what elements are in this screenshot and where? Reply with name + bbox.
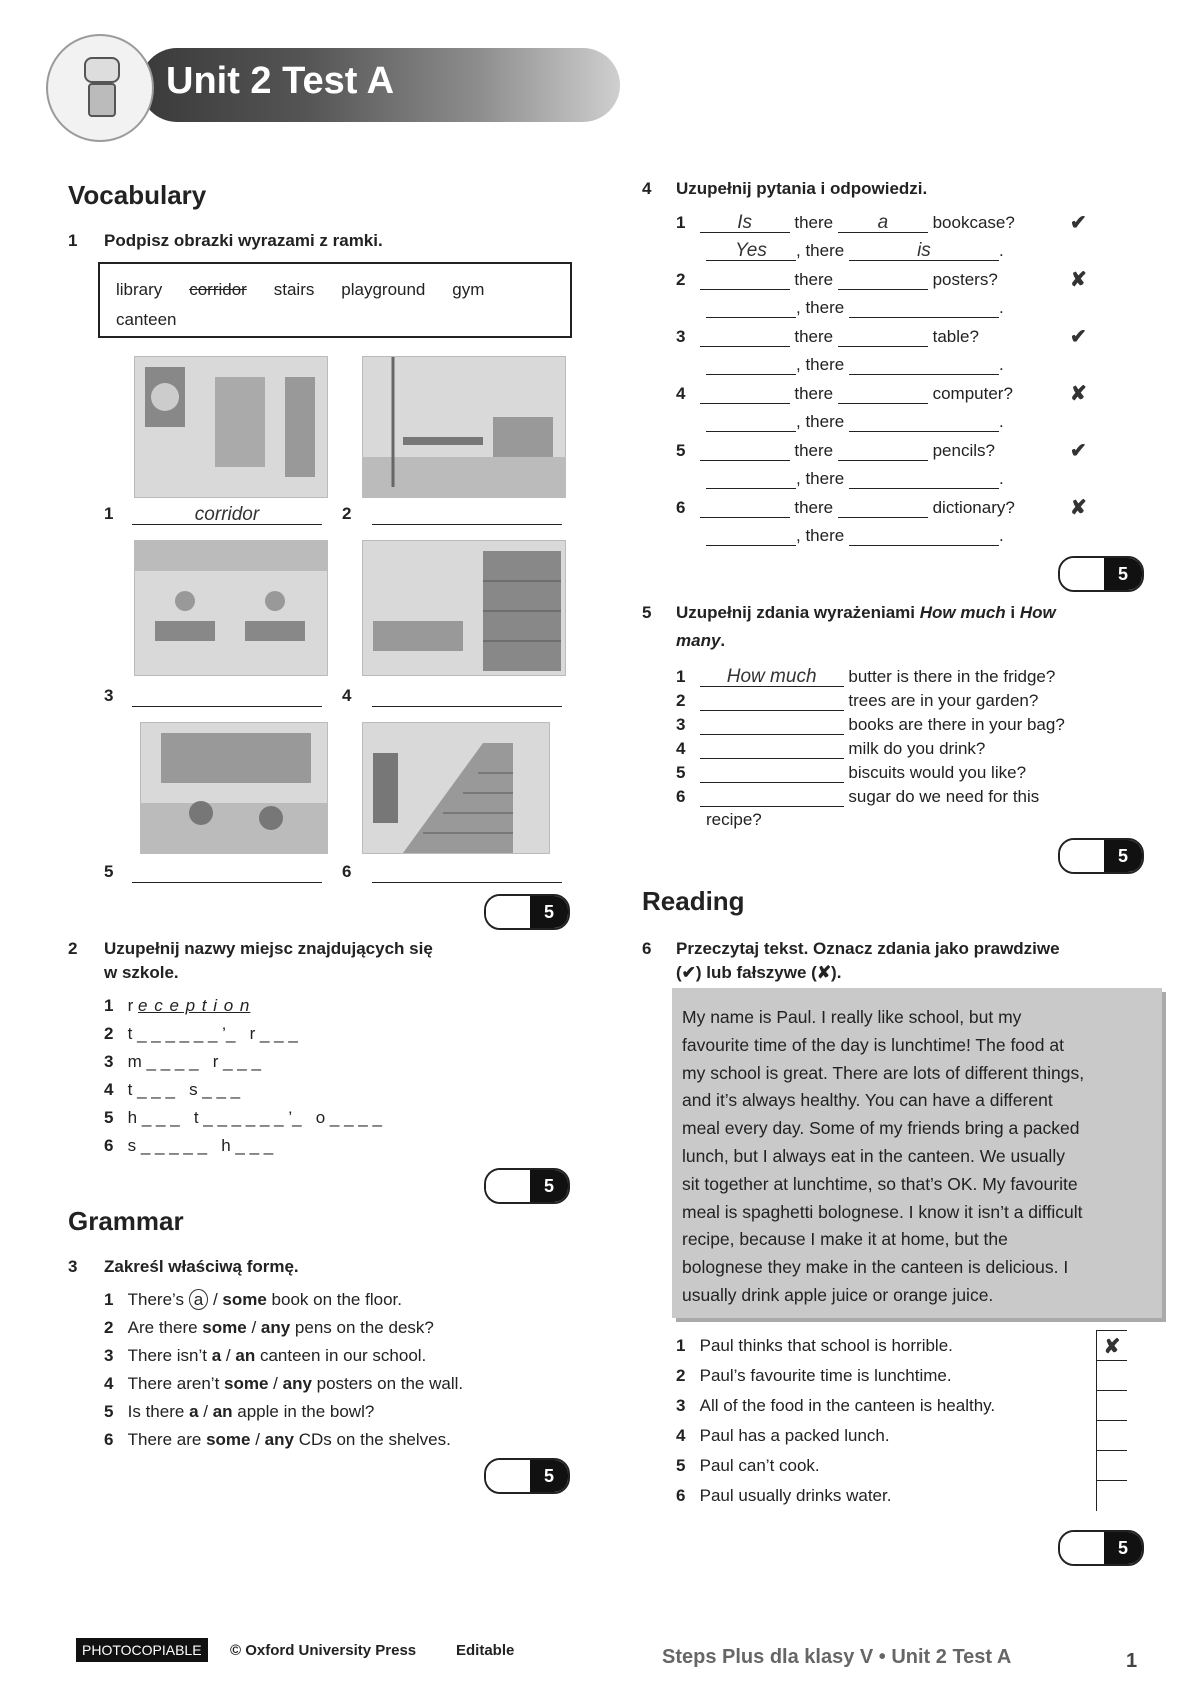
- option[interactable]: some: [224, 1374, 269, 1393]
- ex3-item: 4 There aren’t some / any posters on the wall.: [104, 1374, 464, 1393]
- reading-text-line: usually drink apple juice or orange juice.: [682, 1284, 994, 1305]
- word-box: [98, 262, 572, 338]
- option[interactable]: any: [282, 1374, 312, 1393]
- ex3-item: 5 Is there a / an apple in the bowl?: [104, 1402, 375, 1421]
- ex2-item[interactable]: 2 t _ _ _ _ _ _ ’_ r _ _ _: [104, 1024, 298, 1043]
- ex4-instruction: Uzupełnij pytania i odpowiedzi.: [676, 179, 928, 198]
- ex4-answer-field[interactable]: Yes: [706, 240, 796, 261]
- ex6-instruction-line1: Przeczytaj tekst. Oznacz zdania jako prawdziwe: [676, 939, 1060, 958]
- ex1-item-num: 5: [104, 862, 114, 881]
- ex4-answer-field[interactable]: [706, 297, 796, 318]
- cross-icon: ✘: [1070, 383, 1087, 405]
- option[interactable]: an: [212, 1402, 233, 1421]
- word-gym: gym: [452, 280, 485, 299]
- ex1-item-num: 1: [104, 504, 114, 523]
- ex4-answer-field[interactable]: [838, 269, 928, 290]
- ex5-instruction-cont: many.: [676, 631, 726, 650]
- ex3-item: 2 Are there some / any pens on the desk?: [104, 1318, 434, 1337]
- ex1-answer-field[interactable]: [132, 686, 322, 707]
- ex5-item6-cont: recipe?: [706, 810, 762, 829]
- tf-answer-box[interactable]: [1096, 1480, 1127, 1511]
- score-box[interactable]: 5: [484, 894, 570, 930]
- ex4-answer-field[interactable]: [700, 440, 790, 461]
- reading-text-line: My name is Paul. I really like school, but my: [682, 1007, 1022, 1027]
- ex4-answer-field[interactable]: [849, 297, 999, 318]
- page-number: 1: [1126, 1650, 1138, 1672]
- ex6-number: 6: [642, 939, 652, 958]
- ex5-answer-field[interactable]: [700, 714, 844, 735]
- ex4-answer-field[interactable]: [849, 525, 999, 546]
- ex5-answer-field[interactable]: [700, 690, 844, 711]
- option[interactable]: any: [264, 1430, 294, 1449]
- ex5-item: 4 milk do you drink?: [676, 739, 986, 758]
- tf-statement: 3 All of the food in the canteen is healthy.: [676, 1396, 996, 1415]
- ex4-answer-row: , there .: [706, 297, 1004, 318]
- score-box[interactable]: 5: [484, 1168, 570, 1204]
- tf-answer-box[interactable]: [1096, 1450, 1127, 1481]
- score-box[interactable]: 5: [1058, 838, 1144, 874]
- ex4-answer-field[interactable]: [849, 354, 999, 375]
- picture-library: [362, 540, 566, 676]
- ex4-question-row: 6 there dictionary?: [676, 498, 1015, 517]
- word-playground: playground: [341, 280, 426, 299]
- option[interactable]: some: [222, 1290, 267, 1309]
- tf-statement: 5 Paul can’t cook.: [676, 1456, 820, 1475]
- option[interactable]: any: [260, 1318, 291, 1337]
- ex4-question-row: 5 there pencils?: [676, 441, 995, 460]
- score-box[interactable]: 5: [1058, 556, 1144, 592]
- photocopiable-badge: PHOTOCOPIABLE: [76, 1638, 208, 1662]
- robot-logo: [46, 34, 154, 142]
- ex2-number: 2: [68, 939, 78, 958]
- tf-statement: 1 Paul thinks that school is horrible.: [676, 1336, 953, 1355]
- ex3-number: 3: [68, 1257, 78, 1276]
- ex4-question-row: 4 there computer?: [676, 384, 1013, 403]
- robot-icon: [76, 57, 124, 119]
- picture-corridor: [134, 356, 328, 498]
- ex4-answer-field[interactable]: [706, 468, 796, 489]
- ex4-answer-field[interactable]: [838, 326, 928, 347]
- ex4-answer-field[interactable]: [838, 497, 928, 518]
- ex4-answer-field[interactable]: [706, 525, 796, 546]
- reading-text: [672, 988, 1162, 1310]
- ex5-item: 2 trees are in your garden?: [676, 691, 1039, 710]
- tick-icon: ✔: [1070, 326, 1087, 348]
- ex5-item: 6 sugar do we need for this: [676, 787, 1040, 806]
- ex4-answer-row: Yes , there is .: [706, 240, 1004, 261]
- ex1-answer-field[interactable]: [372, 862, 562, 883]
- reading-text-line: my school is great. There are lots of different things,: [682, 1062, 1085, 1083]
- ex1-item-num: 4: [342, 686, 352, 705]
- circled-option[interactable]: a: [189, 1289, 208, 1310]
- ex1-number: 1: [68, 231, 78, 250]
- option[interactable]: an: [235, 1346, 256, 1365]
- ex4-answer-field[interactable]: Is: [700, 212, 790, 233]
- tick-icon: ✔: [1070, 212, 1087, 234]
- option[interactable]: a: [211, 1346, 222, 1365]
- ex1-answer-field[interactable]: [372, 504, 562, 525]
- ex4-answer-field[interactable]: [849, 411, 999, 432]
- ex2-item: 1 r e c e p t i o n: [104, 996, 251, 1015]
- score-box[interactable]: 5: [1058, 1530, 1144, 1566]
- tf-statement: 2 Paul’s favourite time is lunchtime.: [676, 1366, 952, 1385]
- ex5-answer-field[interactable]: [700, 762, 844, 783]
- section-heading-reading: Reading: [642, 886, 745, 916]
- reading-text-line: sit together at lunchtime, so that’s OK. My favourite: [682, 1173, 1078, 1194]
- ex4-answer-field[interactable]: [838, 440, 928, 461]
- ex4-question-row: 2 there posters?: [676, 270, 998, 289]
- ex4-answer-field[interactable]: [700, 269, 790, 290]
- ex2-instruction-line1: Uzupełnij nazwy miejsc znajdujących się: [104, 939, 433, 958]
- ex3-item: 6 There are some / any CDs on the shelves.: [104, 1430, 451, 1449]
- ex4-answer-row: , there .: [706, 354, 1004, 375]
- tf-statement: 4 Paul has a packed lunch.: [676, 1426, 890, 1445]
- ex1-item-num: 6: [342, 862, 352, 881]
- ex6-instruction-line2: (✔) lub fałszywe (✘).: [676, 963, 842, 982]
- picture-playground: [140, 722, 328, 854]
- ex5-answer-field[interactable]: [700, 786, 844, 807]
- ex5-item: 5 biscuits would you like?: [676, 763, 1027, 782]
- option[interactable]: some: [202, 1318, 247, 1337]
- reading-text-line: and it’s always healthy. You can have a different: [682, 1090, 1053, 1111]
- ex1-answer-field[interactable]: [132, 862, 322, 883]
- section-heading-vocabulary: Vocabulary: [68, 180, 207, 210]
- word-canteen: canteen: [116, 310, 177, 329]
- option[interactable]: a: [189, 1402, 199, 1421]
- section-heading-grammar: Grammar: [68, 1206, 184, 1236]
- word-stairs: stairs: [273, 280, 315, 299]
- reading-text-line: lunch, but I always eat in the canteen. We usually: [682, 1145, 1065, 1166]
- course-label: Steps Plus dla klasy V • Unit 2 Test A: [662, 1646, 1012, 1668]
- page-title: Unit 2 Test A: [166, 60, 395, 102]
- ex2-instruction-line2: w szkole.: [104, 963, 179, 982]
- ex3-item: 1 There’s a / some book on the floor.: [104, 1290, 402, 1309]
- picture-gym: [362, 356, 566, 498]
- word-corridor: corridor: [189, 280, 247, 299]
- tf-answer-box[interactable]: [1096, 1360, 1127, 1391]
- ex4-question-row: 3 there table?: [676, 327, 979, 346]
- cross-icon: ✘: [1070, 497, 1087, 519]
- ex3-instruction: Zakreśl właściwą formę.: [104, 1257, 299, 1276]
- ex4-answer-field[interactable]: [700, 326, 790, 347]
- ex1-item-num: 3: [104, 686, 114, 705]
- ex4-answer-row: , there .: [706, 411, 1004, 432]
- ex1-instruction: Podpisz obrazki wyrazami z ramki.: [104, 231, 383, 250]
- picture-canteen: [134, 540, 328, 676]
- ex1-item-num: 2: [342, 504, 352, 523]
- ex1-answer-field[interactable]: [372, 686, 562, 707]
- reading-text-line: recipe, because I make it at home, but the: [682, 1229, 1008, 1250]
- ex4-number: 4: [642, 179, 652, 198]
- editable-label: Editable: [456, 1642, 515, 1659]
- ex3-item: 3 There isn’t a / an canteen in our school.: [104, 1346, 427, 1365]
- ex5-number: 5: [642, 603, 652, 622]
- tf-answer-box[interactable]: [1096, 1390, 1127, 1421]
- tf-answer-box[interactable]: [1096, 1420, 1127, 1451]
- score-box[interactable]: 5: [484, 1458, 570, 1494]
- ex5-answer-field[interactable]: [700, 738, 844, 759]
- ex4-answer-field[interactable]: [700, 383, 790, 404]
- ex4-answer-field[interactable]: a: [838, 212, 928, 233]
- ex1-answer-field[interactable]: corridor: [132, 504, 322, 525]
- ex4-question-row: 1 Is there a bookcase?: [676, 212, 1015, 233]
- ex4-answer-field[interactable]: [849, 468, 999, 489]
- ex4-answer-field[interactable]: is: [849, 240, 999, 261]
- ex4-answer-field[interactable]: [706, 354, 796, 375]
- ex5-instruction: Uzupełnij zdania wyrażeniami How much i How: [676, 603, 1056, 622]
- cross-icon: ✘: [1070, 269, 1087, 291]
- reading-text-line: meal every day. Some of my friends bring a packed: [682, 1118, 1080, 1139]
- ex5-answer-field[interactable]: How much: [700, 666, 844, 687]
- option[interactable]: some: [206, 1430, 251, 1449]
- copyright: © Oxford University Press: [230, 1642, 417, 1659]
- ex4-answer-field[interactable]: [838, 383, 928, 404]
- ex2-item[interactable]: 6 s _ _ _ _ _ h _ _ _: [104, 1136, 274, 1155]
- ex4-answer-field[interactable]: [700, 497, 790, 518]
- ex4-answer-field[interactable]: [706, 411, 796, 432]
- ex5-item: 3 books are there in your bag?: [676, 715, 1065, 734]
- ex4-answer-row: , there .: [706, 525, 1004, 546]
- ex4-answer-row: , there .: [706, 468, 1004, 489]
- tf-statement: 6 Paul usually drinks water.: [676, 1486, 892, 1505]
- word-library: library: [116, 280, 163, 299]
- ex2-item[interactable]: 4 t _ _ _ s _ _ _: [104, 1080, 241, 1099]
- tick-icon: ✔: [1070, 440, 1087, 462]
- reading-text-box: [672, 988, 1162, 1318]
- reading-text-line: favourite time of the day is lunchtime! The food at: [682, 1034, 1064, 1055]
- picture-stairs: [362, 722, 550, 854]
- tf-answer-box[interactable]: ✘: [1096, 1330, 1127, 1361]
- reading-text-line: meal is spaghetti bolognese. I know it isn’t a difficult: [682, 1201, 1083, 1222]
- ex5-item: 1 How much butter is there in the fridge?: [676, 666, 1056, 687]
- ex2-item[interactable]: 3 m _ _ _ _ r _ _ _: [104, 1052, 261, 1071]
- reading-text-line: bolognese they make in the canteen is delicious. I: [682, 1257, 1069, 1278]
- ex2-item[interactable]: 5 h _ _ _ t _ _ _ _ _ _ ’_ o _ _ _ _: [104, 1108, 382, 1127]
